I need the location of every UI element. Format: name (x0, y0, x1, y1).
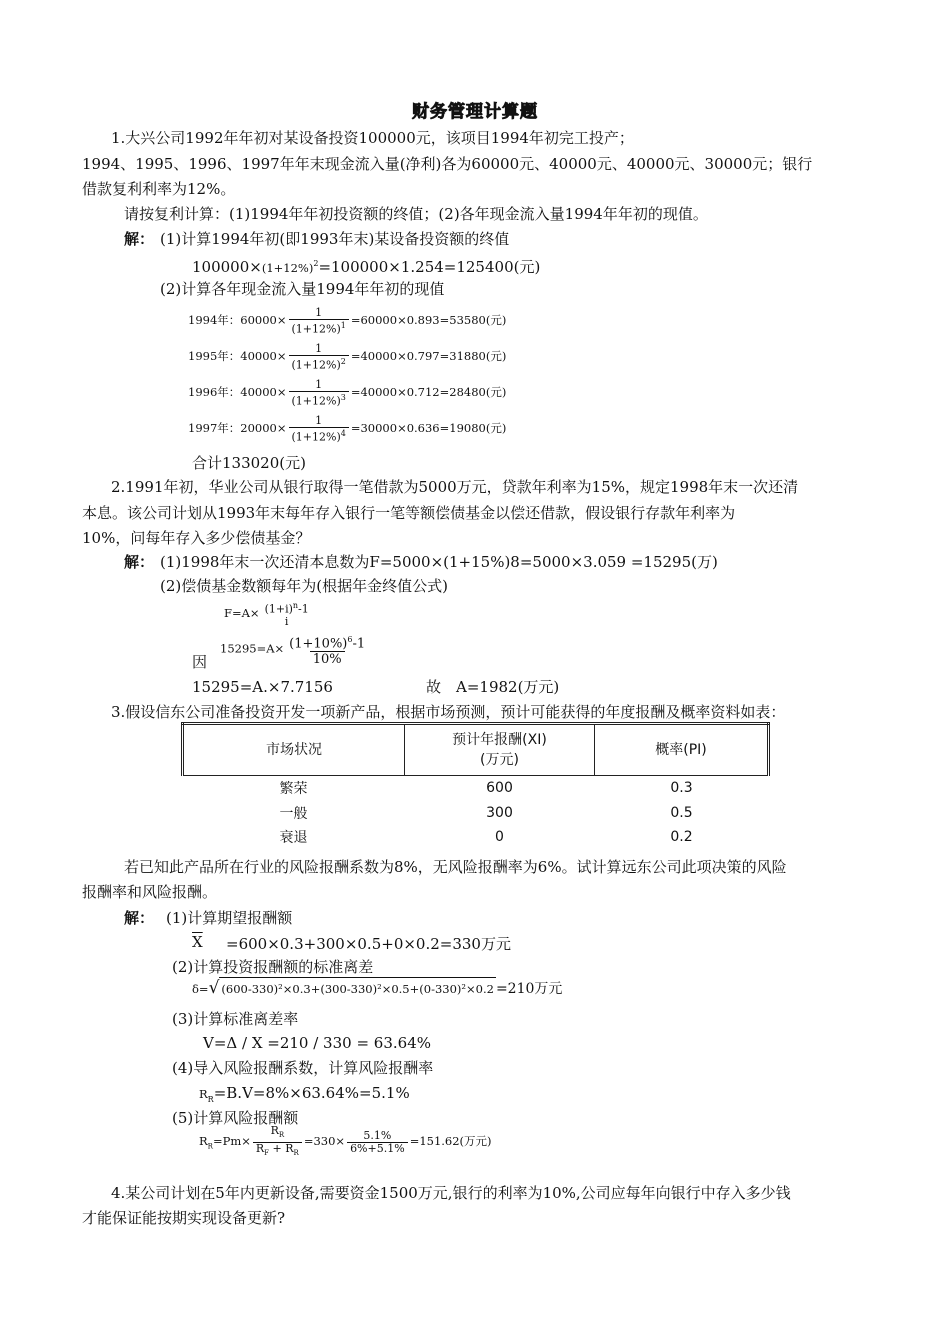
q3-step1: (1)计算期望报酬额 (166, 909, 293, 927)
q3-step5: (5)计算风险报酬额 (172, 1109, 299, 1127)
q3-solution-label: 解： (124, 909, 155, 927)
table-cell: 衰退 (279, 830, 308, 847)
q1-pv-row-1996: 1996年：40000× $\frac{1}{(1+12\%)^3}$ =40000×0.712=28480(元) (188, 377, 507, 408)
table-row (183, 825, 769, 850)
q3-expected-value: =600×0.3+300×0.5+0×0.2=330万元 (226, 935, 511, 953)
table-cell: 0.2 (670, 829, 693, 846)
page-title: 财务管理计算题 (412, 102, 538, 122)
q2-annuity-formula: F=A× $(1+i)^n-1$ i (224, 601, 309, 628)
q4-line1: 4.某公司计划在5年内更新设备,需要资金1500万元,银行的利率为10%,公司应每年向银行中存入多少钱 (111, 1184, 791, 1202)
table-row (183, 801, 769, 826)
q2-line1: 2.1991年初，华业公司从银行取得一笔借款为5000万元，贷款年利率为15%，规定1998年末一次还清 (111, 478, 799, 496)
table-cell: 0 (495, 829, 504, 846)
table-row (183, 776, 769, 801)
header-return: 预计年报酬(XI) (万元) (405, 724, 595, 776)
q1-line4: 请按复利计算：(1)1994年年初投资额的终值；(2)各年现金流入量1994年年初的现值。 (124, 205, 708, 223)
q3-xbar: $\overline{X}$ (192, 933, 203, 951)
q1-pv-row-1995: 1995年：40000× $\frac{1}{(1+12\%)^2}$ =40000×0.797=31880(元) (188, 341, 507, 372)
q1-step2: (2)计算各年现金流入量1994年年初的现值 (160, 280, 445, 298)
q1-line2: 1994、1995、1996、1997年年末现金流入量(净利)各为60000元、40000元、40000元、30000元；银行 (82, 155, 813, 173)
q2-step2: (2)偿债基金数额每年为(根据年金终值公式) (160, 577, 448, 595)
q1-step1-formula: $100000\times(1+12\%)^2=100000\times 1.254=125400$(元) (192, 258, 541, 276)
q1-line1: 1.大兴公司1992年年初对某设备投资100000元，该项目1994年初完工投产； (111, 129, 634, 147)
table-header-row (183, 724, 769, 776)
q3-risk-rate-formula: $R_R=B.V=8\%\times 63.64\%=5.1\%$ (199, 1084, 410, 1104)
q2-line3: 10%，问每年存入多少偿债基金？ (82, 529, 311, 547)
table-cell: 繁荣 (279, 781, 308, 798)
q3-table (181, 722, 770, 850)
table-cell: 一般 (279, 805, 308, 822)
q2-step1: (1)1998年末一次还清本息数为F=5000×(1+15%)8=5000×3.059 =15295(万) (160, 553, 718, 571)
q1-total: 合计133020(元) (192, 454, 306, 472)
q1-line3: 借款复利利率为12%。 (82, 180, 236, 198)
q3-risk-return-formula: $R_R=Pm\times$ $\frac{R_R}{R_F + R_R}$ =330× $\frac{5.1\%}{6\%+5.1\%}$ =151.62(万元) (199, 1124, 492, 1157)
q3-line2: 若已知此产品所在行业的风险报酬系数为8%，无风险报酬率为6%。试计算远东公司此项决策的风险 (124, 858, 787, 876)
q3-step2: (2)计算投资报酬额的标准离差 (172, 958, 374, 976)
q4-line2: 才能保证能按期实现设备更新? (82, 1209, 286, 1227)
q1-solution-label: 解： (124, 230, 155, 248)
q2-yin: 因 (192, 653, 208, 671)
q2-result: 15295=A.×7.7156 (192, 678, 333, 696)
q3-cv-formula: V=Δ / X =210 / 330 = 63.64% (203, 1034, 431, 1052)
table-cell: 300 (486, 804, 513, 821)
q2-solution-label: 解： (124, 553, 155, 571)
header-probability: 概率(PI) (595, 724, 769, 776)
q2-substituted-formula: 15295=A× $\frac{(1+10\%)^6-1}{10\%}$ (220, 635, 366, 668)
table-cell: 0.5 (670, 804, 693, 821)
q1-pv-row-1997: 1997年：20000× $\frac{1}{(1+12\%)^4}$ =30000×0.636=19080(元) (188, 413, 507, 444)
q3-step3: (3)计算标准离差率 (172, 1010, 299, 1028)
q3-std-dev-formula: δ=√ (600-330)²×0.3+(300-330)²×0.5+(0-330)²×0.2 =210万元 (192, 978, 563, 998)
q3-line3: 报酬率和风险报酬。 (82, 883, 218, 901)
table-cell: 600 (486, 780, 513, 797)
q1-step1: (1)计算1994年初(即1993年末)某设备投资额的终值 (160, 230, 510, 248)
q3-line1: 3.假设信东公司准备投资开发一项新产品，根据市场预测，预计可能获得的年度报酬及概率资料如表： (111, 703, 786, 721)
q2-answer: 故 A=1982(万元) (426, 678, 560, 696)
header-market: 市场状况 (183, 724, 405, 776)
q1-pv-row-1994: 1994年：60000× $\frac{1}{(1+12\%)^1}$ =60000×0.893=53580(元) (188, 305, 507, 336)
q3-step4: (4)导入风险报酬系数，计算风险报酬率 (172, 1059, 434, 1077)
table-cell: 0.3 (670, 780, 693, 797)
q2-line2: 本息。该公司计划从1993年末每年存入银行一笔等额偿债基金以偿还借款，假设银行存款年利率为 (82, 504, 736, 522)
